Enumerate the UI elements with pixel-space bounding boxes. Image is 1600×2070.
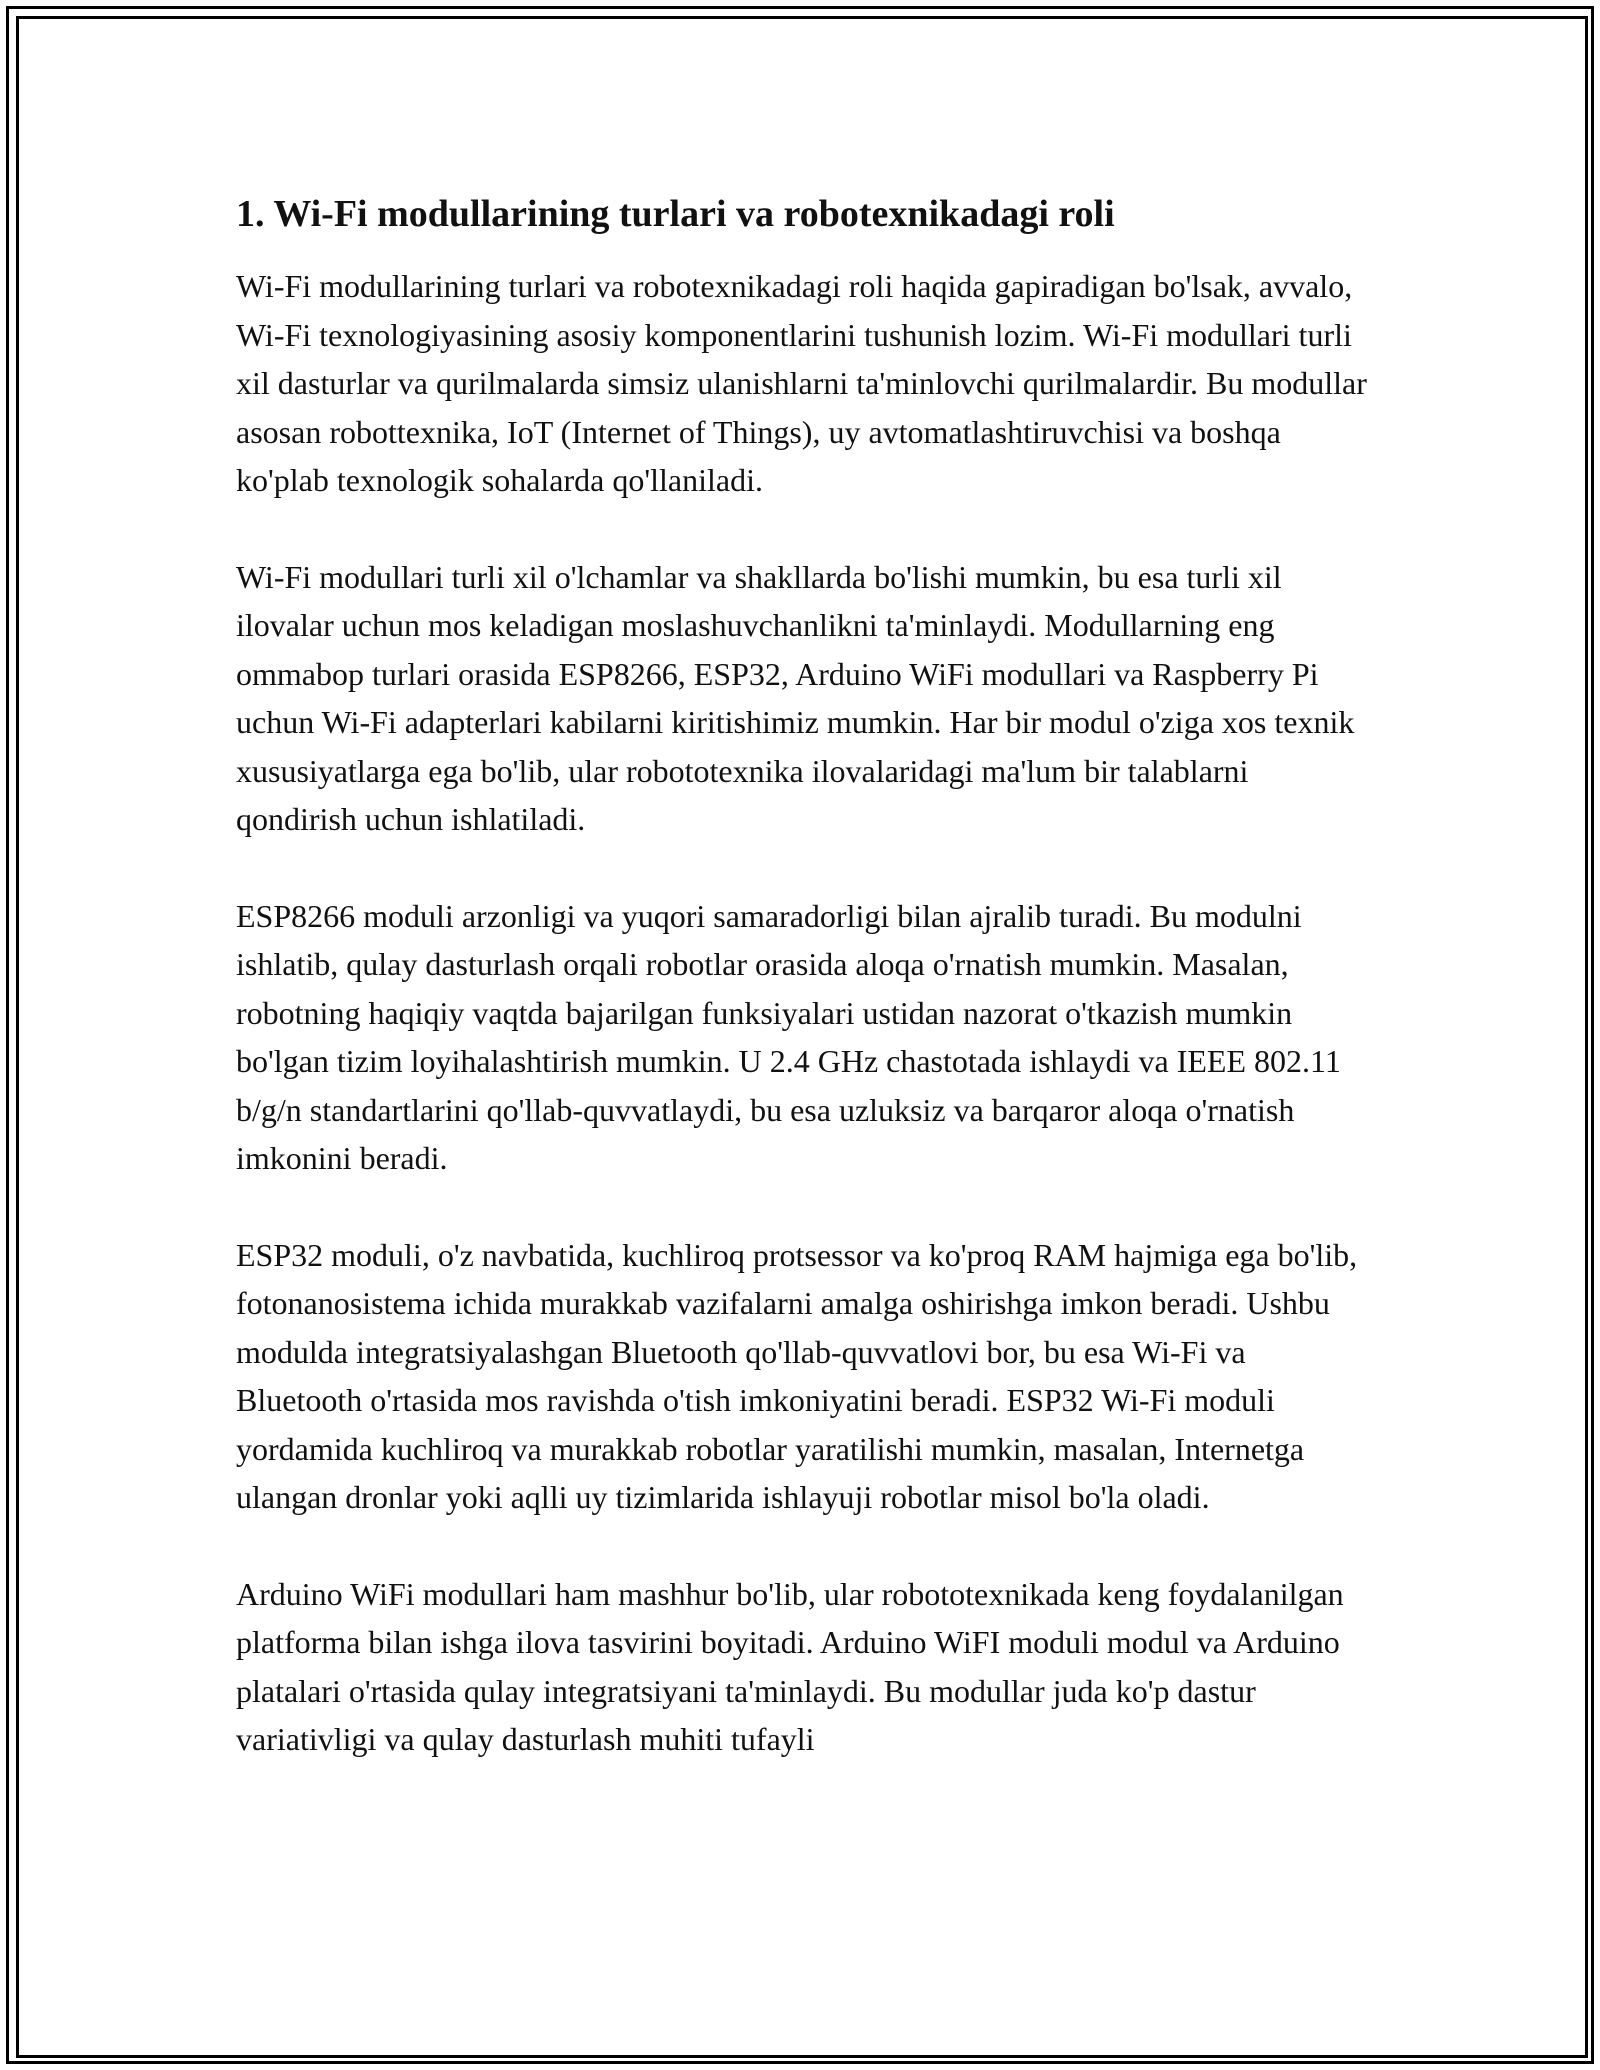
paragraph-module-types: Wi-Fi modullari turli xil o'lchamlar va shakllarda bo'lishi mumkin, bu esa turli xil ilovalar uchun mos keladigan moslashuvchanlikni ta'minlaydi. Modullarning eng ommabop turlari orasida ESP8266, ESP32, Arduino WiFi modullari va Raspberry Pi uchun Wi-Fi adapterlari kabilarni kiritishimiz mumkin. Har bir modul o'ziga xos texnik xususiyatlarga ega bo'lib, ular robototexnika ilovalaridagi ma'lum bir talablarni qondirish uchun ishlatiladi. [236, 558, 1355, 837]
document-body [236, 188, 1376, 1812]
paragraph-intro: Wi-Fi modullarining turlari va robotexnikadagi roli haqida gapiradigan bo'lsak, avvalo, Wi-Fi texnologiyasining asosiy komponentlarini tushunish lozim. Wi-Fi modullari turli xil dasturlar va qurilmalarda simsiz ulanishlarni ta'minlovchi qurilmalardir. Bu modullar asosan robottexnika, IoT (Internet of Things), uy avtomatlashtiruvchisi va boshqa ko'plab texnologik sohalarda qo'llaniladi. [236, 268, 1367, 498]
paragraph-arduino-wifi: Arduino WiFi modullari ham mashhur bo'lib, ular robototexnikada keng foydalanilgan platforma bilan ishga ilova tasvirini boyitadi. Arduino WiFI moduli modul va Arduino platalari o'rtasida qulay integratsiyani ta'minlaydi. Bu modullar juda ko'p dastur variativligi va qulay dasturlash muhiti tufayli [236, 1575, 1344, 1757]
section-heading: 1. Wi-Fi modullarining turlari va robotexnikadagi roli [236, 193, 1115, 235]
paragraph-esp32: ESP32 moduli, o'z navbatida, kuchliroq protsessor va ko'proq RAM hajmiga ega bo'lib, fotonanosistema ichida murakkab vazifalarni amalga oshirishga imkon beradi. Ushbu modulda integratsiyalashgan Bluetooth qo'llab-quvvatlovi bor, bu esa Wi-Fi va Bluetooth o'rtasida mos ravishda o'tish imkoniyatini beradi. ESP32 Wi-Fi moduli yordamida kuchliroq va murakkab robotlar yaratilishi mumkin, masalan, Internetga ulangan dronlar yoki aqlli uy tizimlarida ishlayuji robotlar misol bo'la oladi. [236, 1236, 1358, 1515]
paragraph-esp8266: ESP8266 moduli arzonligi va yuqori samaradorligi bilan ajralib turadi. Bu modulni ishlatib, qulay dasturlash orqali robotlar orasida aloqa o'rnatish mumkin. Masalan, robotning haqiqiy vaqtda bajarilgan funksiyalari ustidan nazorat o'tkazish mumkin bo'lgan tizim loyihalashtirish mumkin. U 2.4 GHz chastotada ishlaydi va IEEE 802.11 b/g/n standartlarini qo'llab-quvvatlaydi, bu esa uzluksiz va barqaror aloqa o'rnatish imkonini beradi. [236, 897, 1341, 1176]
